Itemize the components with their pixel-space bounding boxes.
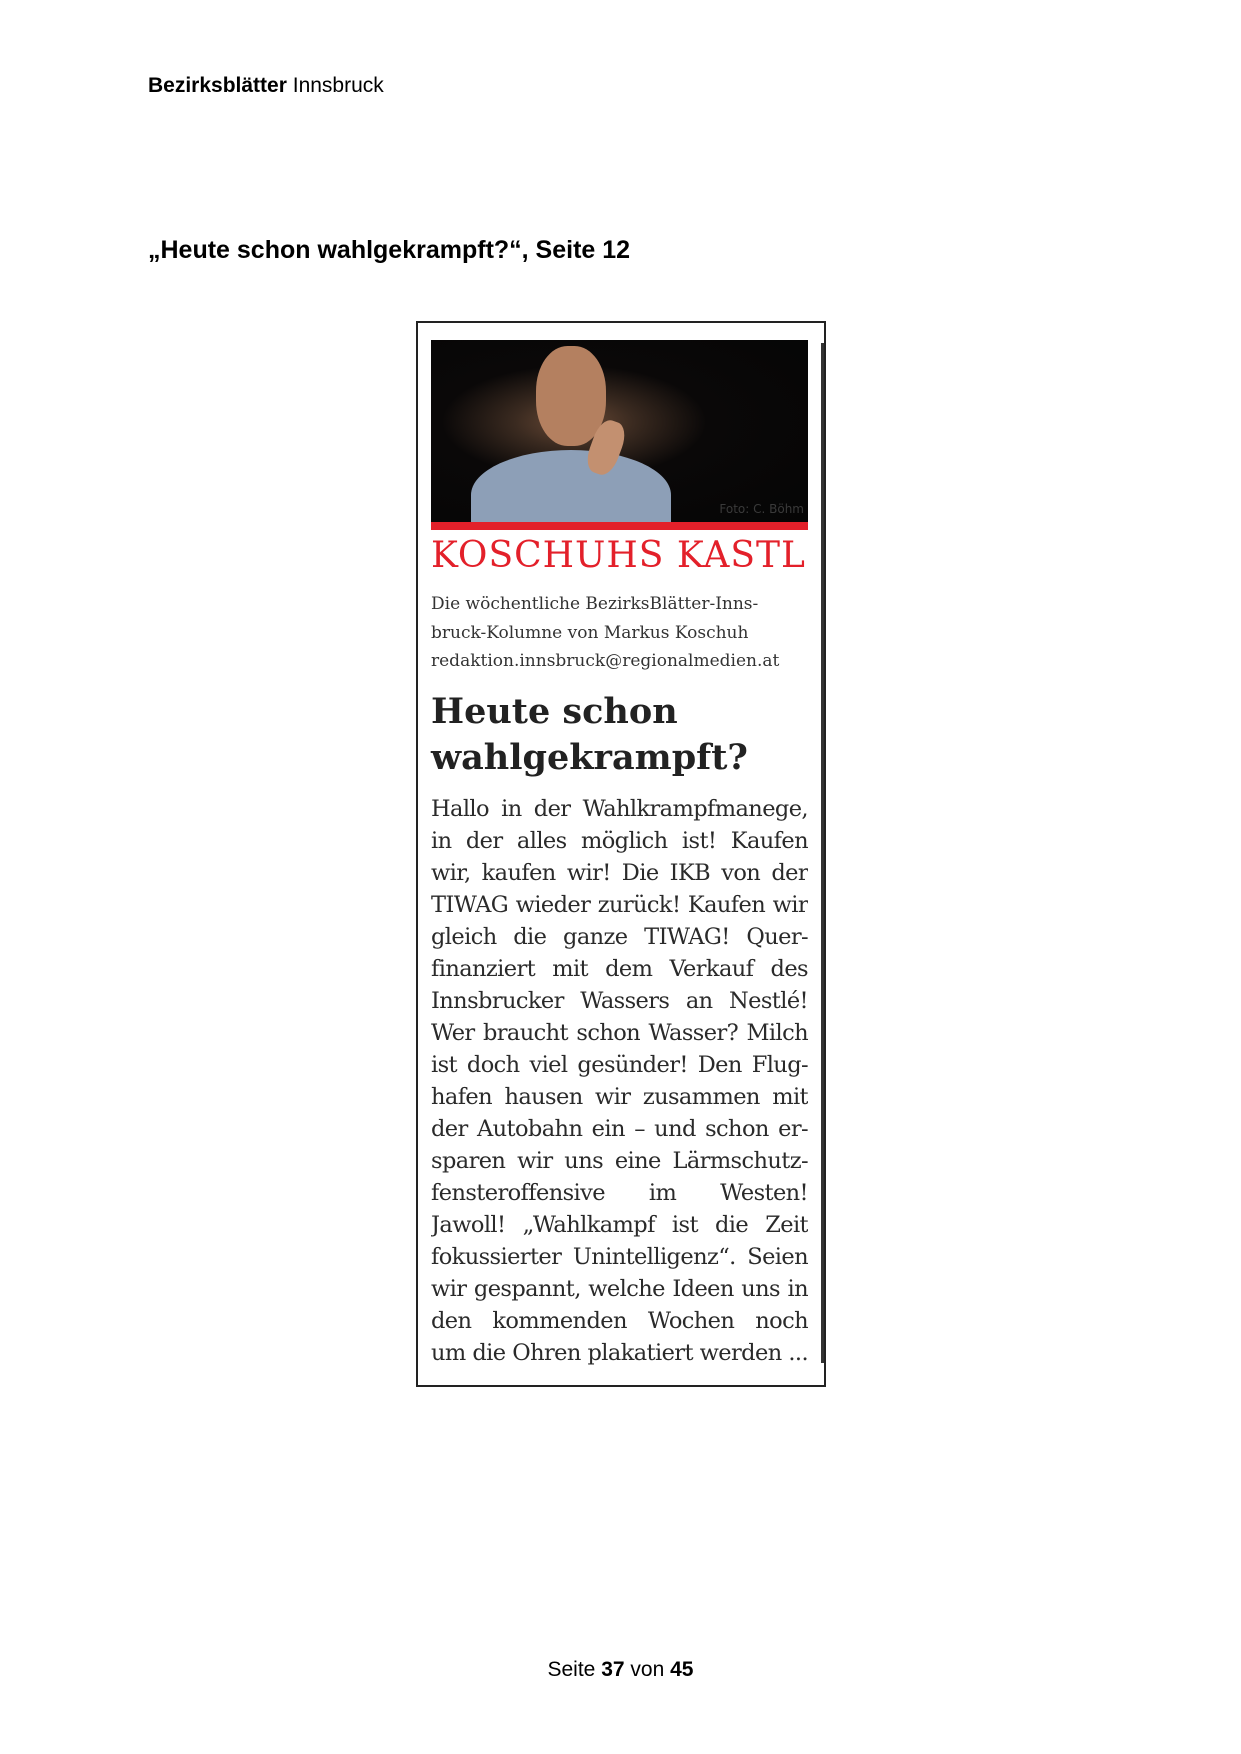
current-page: 37	[601, 1658, 625, 1681]
body-line: wir gespannt, welche Ideen uns in	[431, 1276, 808, 1302]
brand-region: Innsbruck	[292, 74, 384, 97]
body-line: in der alles möglich ist! Kaufen	[431, 828, 808, 854]
body-line: wir, kaufen wir! Die IKB von der	[431, 860, 808, 886]
body-line: Wer braucht schon Wasser? Milch	[431, 1020, 808, 1046]
total-pages: 45	[670, 1658, 694, 1681]
clipping-edge	[821, 343, 824, 1363]
body-line: hafen hausen wir zusammen mit	[431, 1084, 808, 1110]
photo-credit: Foto: C. Böhm	[719, 502, 804, 516]
body-line: finanziert mit dem Verkauf des	[431, 956, 808, 982]
body-line: den kommenden Wochen noch	[431, 1308, 808, 1334]
author-photo	[431, 340, 808, 522]
red-divider	[431, 522, 808, 530]
body-line: fensteroffensive im Westen!	[431, 1180, 808, 1206]
headline-line: Heute schon	[431, 691, 678, 732]
footer-prefix: Seite	[547, 1658, 596, 1681]
column-body	[431, 793, 808, 1369]
column-headline	[431, 689, 748, 781]
column-name: KOSCHUHS KASTL	[431, 535, 806, 576]
body-line: Hallo in der Wahlkrampfmanege,	[431, 796, 808, 822]
body-line: gleich die ganze TIWAG! Quer-	[431, 924, 808, 950]
body-line: ist doch viel gesünder! Den Flug-	[431, 1052, 808, 1078]
article-title: „Heute schon wahlgekrampft?“, Seite 12	[148, 236, 631, 264]
body-line: TIWAG wieder zurück! Kaufen wir	[431, 892, 808, 918]
subtitle-line: bruck-Kolumne von Markus Koschuh	[431, 622, 749, 643]
body-line: sparen wir uns eine Lärmschutz-	[431, 1148, 808, 1174]
publication-header	[148, 74, 384, 98]
contact-email: redaktion.innsbruck@regionalmedien.at	[431, 651, 780, 671]
body-line: um die Ohren plakatiert werden ...	[431, 1340, 808, 1366]
column-subtitle	[431, 590, 811, 676]
body-line: Innsbrucker Wassers an Nestlé!	[431, 988, 808, 1014]
body-line: fokussierter Unintelligenz“. Seien	[431, 1244, 808, 1270]
page-footer	[0, 1658, 1241, 1682]
newspaper-clipping	[416, 321, 826, 1387]
photo-figure-body	[471, 450, 671, 522]
footer-von: von	[630, 1658, 665, 1681]
body-line: der Autobahn ein – und schon er-	[431, 1116, 808, 1142]
brand-bold: Bezirksblätter	[148, 74, 287, 97]
headline-line: wahlgekrampft?	[431, 737, 748, 778]
body-line: Jawoll! „Wahlkampf ist die Zeit	[431, 1212, 808, 1238]
subtitle-line: Die wöchentliche BezirksBlätter-Inns-	[431, 594, 759, 614]
